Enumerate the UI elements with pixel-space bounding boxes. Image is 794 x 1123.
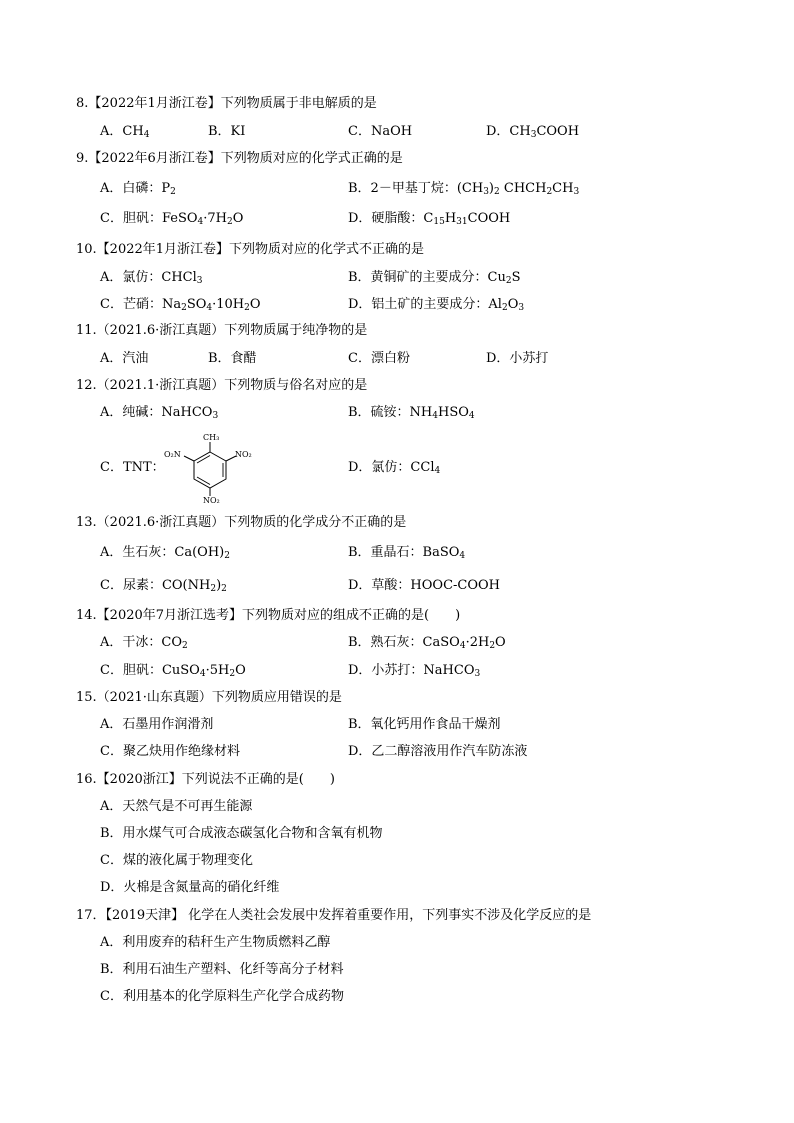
question-15-option-a: A．石墨用作润滑剂: [100, 717, 214, 732]
question-10-stem: 10.【2022年1月浙江卷】下列物质对应的化学式不正确的是: [76, 242, 425, 257]
question-17-option-c: C．利用基本的化学原料生产化学合成药物: [100, 989, 344, 1004]
question-10-option-c: C．芒硝：$Na_2SO_4\cdot 10H_2O$: [100, 297, 261, 313]
question-12-option-a: A．纯碱：NaHCO$_3$: [100, 405, 219, 421]
question-9-option-c: C．胆矾：$FeSO_4\cdot 7H_2O$: [100, 211, 244, 227]
question-15-option-c: C．聚乙炔用作绝缘材料: [100, 744, 240, 759]
question-8-option-a: A．$CH_4$: [100, 124, 150, 140]
question-8-stem: 8.【2022年1月浙江卷】下列物质属于非电解质的是: [76, 96, 377, 111]
question-8-option-c: C．NaOH: [348, 124, 413, 139]
question-10-option-a: A．氯仿：CHCl$_3$: [100, 270, 203, 286]
question-17-option-a: A．利用废弃的秸秆生产生物质燃料乙醇: [100, 935, 331, 950]
question-12-option-b: B．硫铵：$NH_4HSO_4$: [348, 405, 475, 421]
question-16-option-c: C．煤的液化属于物理变化: [100, 853, 253, 868]
question-13-option-d: D．草酸：HOOC-COOH: [348, 578, 501, 593]
question-8-option-d: D．$CH_3COOH$: [486, 124, 580, 140]
benzene-ring: [194, 452, 226, 488]
tnt-no2-left-label: O₂N: [164, 450, 181, 459]
question-11-option-b: B．食醋: [208, 351, 257, 366]
question-13-option-b: B．重晶石：BaSO$_4$: [348, 545, 466, 561]
question-13-stem: 13.（2021.6·浙江真题）下列物质的化学成分不正确的是: [76, 515, 407, 530]
question-16-stem: 16.【2020浙江】下列说法不正确的是( ): [76, 772, 335, 787]
question-12-option-d: D．氯仿：CCl$_4$: [348, 460, 441, 476]
question-12-option-c: C．TNT：: [100, 460, 165, 475]
question-8-option-b: B．KI: [208, 124, 246, 139]
question-15-stem: 15.（2021·山东真题）下列物质应用错误的是: [76, 690, 342, 705]
question-15-option-b: B．氧化钙用作食品干燥剂: [348, 717, 501, 732]
question-15-option-d: D．乙二醇溶液用作汽车防冻液: [348, 744, 528, 759]
question-17-stem: 17．【2019天津】 化学在人类社会发展中发挥着重要作用，下列事实不涉及化学反应的是: [76, 908, 592, 923]
question-12-stem: 12.（2021.1·浙江真题）下列物质与俗名对应的是: [76, 378, 368, 393]
question-16-option-a: A．天然气是不可再生能源: [100, 799, 253, 814]
tnt-no2-right-label: NO₂: [235, 450, 252, 459]
tnt-ch3-label: CH₃: [203, 433, 220, 442]
question-9-option-d: D．硬脂酸：$C_{15}H_{31}COOH$: [348, 211, 511, 227]
question-10-option-b: B．黄铜矿的主要成分：$Cu_2S$: [348, 270, 521, 286]
question-10-option-d: D．铝土矿的主要成分：$Al_2O_3$: [348, 297, 525, 313]
question-9-stem: 9.【2022年6月浙江卷】下列物质对应的化学式正确的是: [76, 151, 403, 166]
question-9-option-b: B．2－甲基丁烷：$(CH_3)_2$ $CHCH_2CH_3$: [348, 181, 580, 197]
question-14-option-b: B．熟石灰：$CaSO_4\cdot 2H_2O$: [348, 635, 506, 651]
question-14-option-d: D．小苏打：NaHCO$_3$: [348, 663, 481, 679]
question-9-option-a: A．白磷：$P_2$: [100, 181, 176, 197]
question-14-option-a: A．干冰：$CO_2$: [100, 635, 188, 651]
question-17-option-b: B．利用石油生产塑料、化纤等高分子材料: [100, 962, 344, 977]
tnt-no2-bottom-label: NO₂: [203, 496, 220, 504]
question-13-option-a: A．生石灰：$Ca(OH)_2$: [100, 545, 230, 561]
nitro-bond-left: [184, 456, 194, 461]
question-11-option-a: A．汽油: [100, 351, 149, 366]
question-11-option-c: C．漂白粉: [348, 351, 410, 366]
question-16-option-b: B．用水煤气可合成液态碳氢化合物和含氧有机物: [100, 826, 383, 841]
question-16-option-d: D．火棉是含氮量高的硝化纤维: [100, 880, 280, 895]
question-11-option-d: D．小苏打: [486, 351, 549, 366]
question-14-option-c: C．胆矾：$CuSO_4\cdot 5H_2O$: [100, 663, 246, 679]
question-11-stem: 11.（2021.6·浙江真题）下列物质属于纯净物的是: [76, 323, 368, 338]
double-bond: [197, 456, 210, 464]
question-14-stem: 14.【2020年7月浙江选考】下列物质对应的组成不正确的是( ): [76, 608, 461, 623]
double-bond: [197, 477, 210, 485]
question-13-option-c: C．尿素：$CO(NH_2)_2$: [100, 578, 227, 594]
tnt-structure-diagram: [164, 430, 256, 504]
